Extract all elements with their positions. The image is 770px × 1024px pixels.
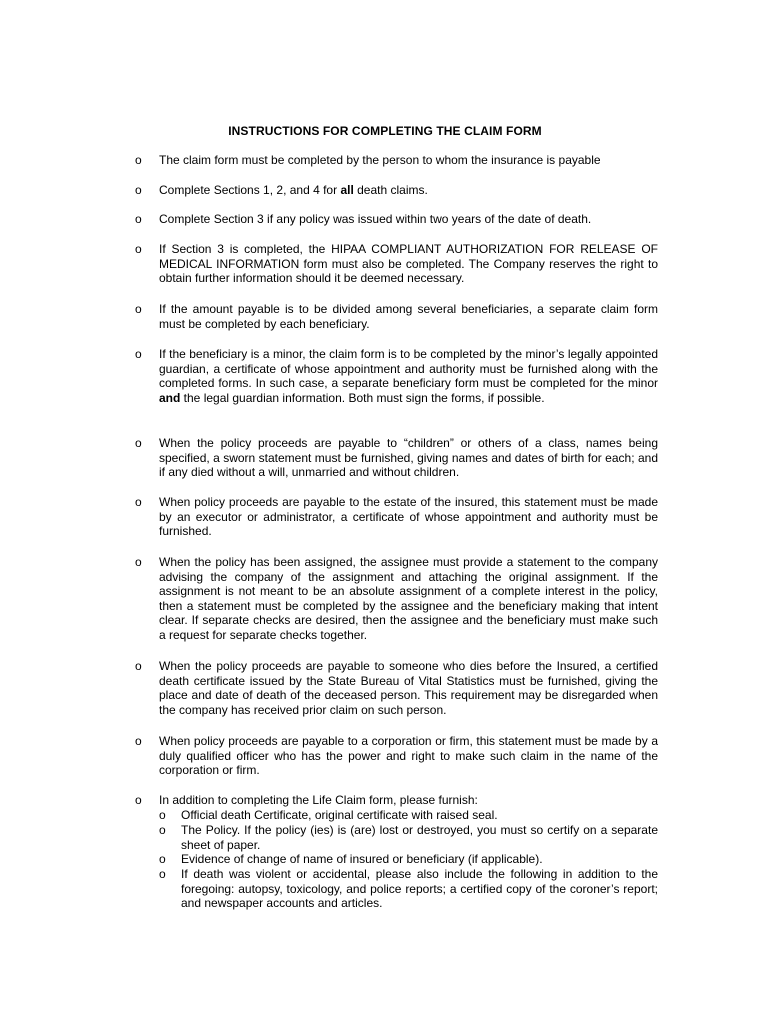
item-text: When policy proceeds are payable to a corporation or firm, this statement must be made by a duly qualified officer who has the power and right to make such claim in the name of the corporation or firm. (159, 734, 658, 778)
bullet-icon: o (135, 212, 142, 226)
sub-bullet-icon: o (159, 808, 166, 822)
bullet-icon: o (135, 659, 142, 673)
instruction-item (159, 302, 658, 331)
item-text: The claim form must be completed by the person to whom the insurance is payable (159, 153, 601, 167)
bullet-icon: o (135, 347, 142, 361)
item-emphasis: all (340, 183, 354, 197)
item-text: If Section 3 is completed, the HIPAA COMPLIANT AUTHORIZATION FOR RELEASE OF MEDICAL INFORMATION form must also be completed. The Company reserves the right to obtain further information should it be deemed necessary. (159, 242, 658, 286)
item-text: death claims. (353, 183, 428, 197)
instruction-item (159, 793, 658, 808)
instruction-item (159, 555, 658, 643)
item-text: If the beneficiary is a minor, the claim form is to be completed by the minor’s legally appointed guardian, a certificate of whose appointment and authority must be furnished along with the completed forms. In such case, a separate beneficiary form must be completed for the minor (159, 347, 658, 391)
instruction-item (159, 659, 658, 717)
instruction-item (159, 347, 658, 405)
bullet-icon: o (135, 242, 142, 256)
bullet-icon: o (135, 183, 142, 197)
sub-bullet-icon: o (159, 867, 166, 881)
item-text: When the policy has been assigned, the assignee must provide a statement to the company advising the company of the assignment and attaching the original assignment. If the assignment is not meant to be an absolute assignment of a complete interest in the policy, then a statement must be completed by the assignee and the beneficiary making that intent clear. If separate checks are desired, then the assignee and the beneficiary must make such a request for separate checks together. (159, 555, 658, 642)
sub-item: Official death Certificate, original certificate with raised seal. (181, 808, 498, 822)
sub-bullet-icon: o (159, 823, 166, 837)
bullet-icon: o (135, 555, 142, 569)
item-text: the legal guardian information. Both must sign the forms, if possible. (180, 390, 545, 405)
item-text: When the policy proceeds are payable to someone who dies before the Insured, a certified death certificate issued by the State Bureau of Vital Statistics must be furnished, giving the place and date of death of the deceased person. This requirement may be disregarded when the company has received prior claim on such person. (159, 659, 658, 717)
bullet-icon: o (135, 436, 142, 450)
item-text: When the policy proceeds are payable to “children” or others of a class, names being specified, a sworn statement must be furnished, giving names and dates of birth for each; and if any died without a will, unmarried and without children. (159, 436, 658, 480)
sub-item: The Policy. If the policy (ies) is (are) lost or destroyed, you must so certify on a separate sheet of paper. (181, 823, 658, 852)
item-text: When policy proceeds are payable to the estate of the insured, this statement must be made by an executor or administrator, a certificate of whose appointment and authority must be furnished. (159, 495, 658, 539)
item-text: If the amount payable is to be divided among several beneficiaries, a separate claim form must be completed by each beneficiary. (159, 302, 658, 331)
bullet-icon: o (135, 153, 142, 167)
item-text: Complete Sections 1, 2, and 4 for (159, 183, 341, 197)
sub-bullet-icon: o (159, 852, 166, 866)
sub-item: If death was violent or accidental, please also include the following in addition to the foregoing: autopsy, toxicology, and police reports; a certified copy of the coroner’s report; and newspaper accounts and articles. (181, 867, 658, 911)
instruction-item (159, 242, 658, 286)
bullet-icon: o (135, 495, 142, 509)
item-emphasis: and (159, 390, 181, 405)
instruction-item (159, 153, 658, 168)
bullet-icon: o (135, 793, 142, 807)
instruction-item (159, 212, 658, 227)
instruction-item (159, 734, 658, 778)
instruction-item (159, 436, 658, 480)
page-title: INSTRUCTIONS FOR COMPLETING THE CLAIM FORM (228, 124, 542, 138)
instruction-item (159, 183, 658, 198)
item-text: Complete Section 3 if any policy was issued within two years of the date of death. (159, 212, 592, 226)
bullet-icon: o (135, 734, 142, 748)
sub-item: Evidence of change of name of insured or beneficiary (if applicable). (181, 852, 543, 866)
instruction-item (159, 495, 658, 539)
item-text: In addition to completing the Life Claim form, please furnish: (159, 793, 478, 807)
bullet-icon: o (135, 302, 142, 316)
